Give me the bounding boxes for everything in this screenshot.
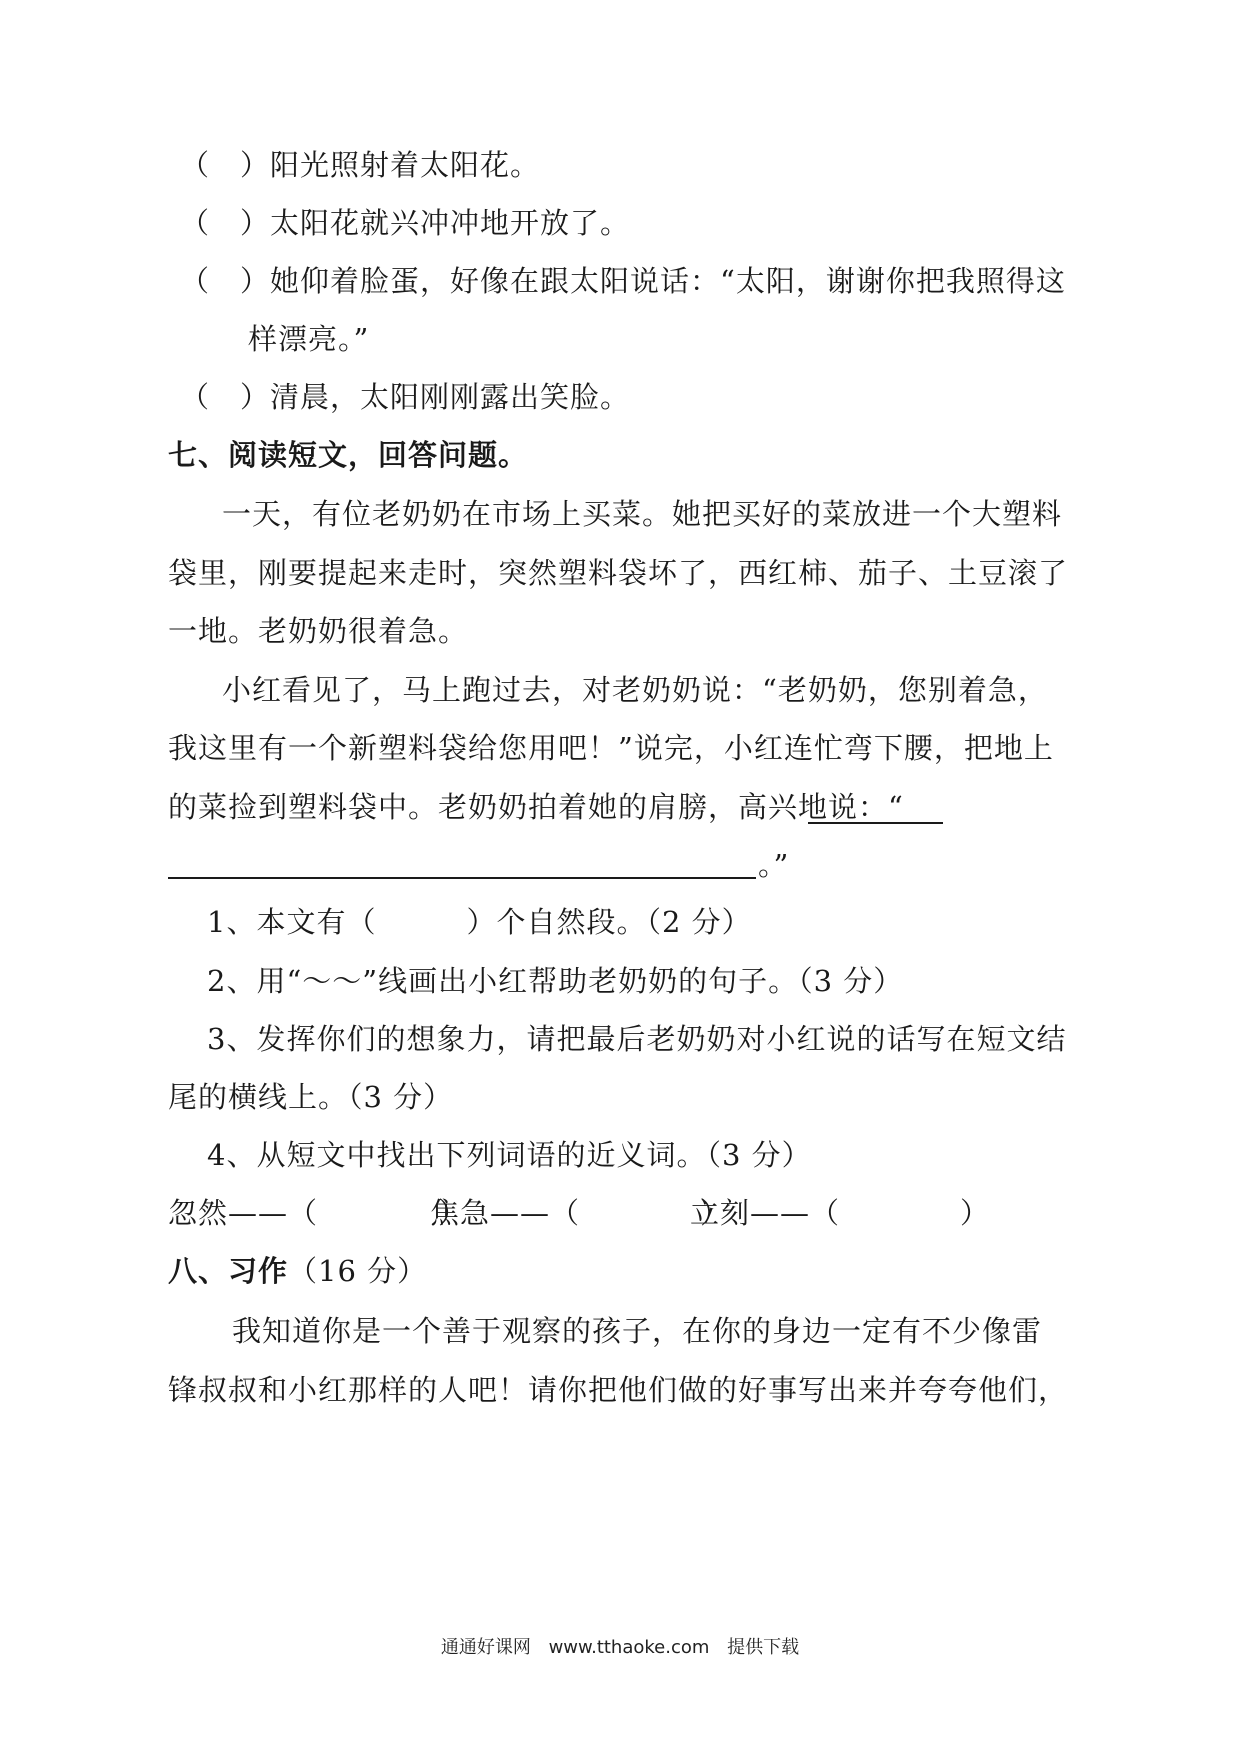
footer-suffix: 提供下载 [727,1637,800,1658]
order-item-continuation: 样漂亮。” [248,322,370,356]
order-item: （ ）阳光照射着太阳花。 [180,148,541,182]
quote-end: 。” [758,848,790,882]
section8-score: （16 分） [288,1254,428,1288]
answer-blank-line[interactable] [168,845,756,879]
order-item: （ ）清晨，太阳刚刚露出笑脸。 [180,380,631,414]
order-item: （ ）她仰着脸蛋，好像在跟太阳说话：“太阳，谢谢你把我照得这 [180,264,1066,298]
footer-url: www.tthaoke.com [548,1637,710,1658]
passage-line: 袋里，刚要提起来走时，突然塑料袋坏了，西红柿、茄子、土豆滚了 [168,556,1069,590]
order-item: （ ）太阳花就兴冲冲地开放了。 [180,206,631,240]
synonym-item: 立刻——（ ） [690,1196,991,1230]
question-item: 2、用“～～”线画出小红帮助老奶奶的句子。（3 分） [207,964,904,998]
passage-line: 的菜捡到塑料袋中。老奶奶拍着她的肩膀，高兴地说：“ [168,790,904,824]
footer-site: 通通好课网 [440,1637,531,1658]
section8-title-text: 八、习作 [168,1254,289,1288]
question-item: 1、本文有（ ）个自然段。（2 分） [207,905,752,939]
question-item-continuation: 尾的横线上。（3 分） [168,1080,454,1114]
synonym-item: 焦急——（ ） [430,1196,731,1230]
question-item: 3、发挥你们的想象力，请把最后老奶奶对小红说的话写在短文结 [207,1022,1067,1056]
passage-line: 一地。老奶奶很着急。 [168,614,469,648]
section8-title [168,1251,427,1291]
section7-title: 七、阅读短文，回答问题。 [168,438,529,472]
essay-prompt-line: 锋叔叔和小红那样的人吧！请你把他们做的好事写出来并夸夸他们， [168,1373,1069,1407]
passage-line: 我这里有一个新塑料袋给您用吧！”说完，小红连忙弯下腰，把地上 [168,731,1054,765]
synonym-item: 忽然——（ ） [168,1196,469,1230]
question-item: 4、从短文中找出下列词语的近义词。（3 分） [207,1138,812,1172]
answer-blank-line[interactable] [808,790,943,824]
passage-line: 小红看见了，马上跑过去，对老奶奶说：“老奶奶，您别着急， [222,673,1048,707]
page-footer [0,1633,1240,1659]
passage-line: 一天，有位老奶奶在市场上买菜。她把买好的菜放进一个大塑料 [222,497,1063,531]
essay-prompt-line: 我知道你是一个善于观察的孩子，在你的身边一定有不少像雷 [232,1314,1043,1348]
